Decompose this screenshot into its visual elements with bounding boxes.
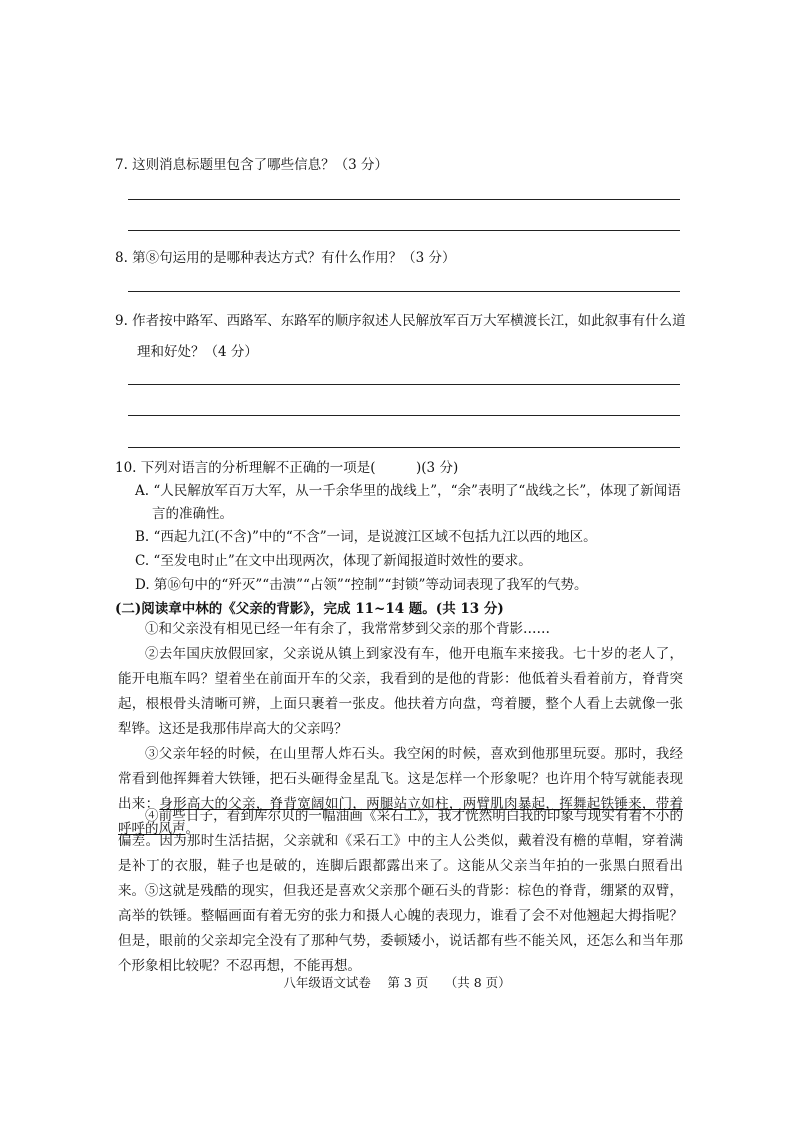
answer-line: [128, 384, 680, 385]
answer-line: [128, 447, 680, 448]
answer-line: [128, 230, 680, 231]
question-9-continued: 理和好处？（4 分）: [137, 344, 258, 360]
paragraph-1: ①和父亲没有相见已经一年有余了，我常常梦到父亲的那个背影……: [145, 621, 550, 637]
question-8: 8. 第⑧句运用的是哪种表达方式？有什么作用？（3 分）: [115, 250, 456, 266]
paragraph-4: ④前些日子，看到库尔贝的一幅油画《采石工》，我才恍然明白我的印象与现实有着不小的偏差。因为那时生活拮据，父亲就和《采石工》中的主人公类似，戴着没有檐的草帽，穿着满是补丁的衣服，鞋子也是破的，连脚后跟都露出来了。这能从父亲当年拍的一张黑白照看出来。: [118, 808, 683, 899]
paragraph-3-end: 。: [185, 821, 199, 837]
option-d: D. 第⑯句中的“歼灭”“击溃”“占领”“控制”“封锁”等动词表现了我军的气势。: [135, 577, 588, 593]
paragraph-5: ⑤这就是残酷的现实，但我还是喜欢父亲那个砸石头的背影：棕色的脊背，绷紧的双臂，高举的铁锤。整幅画面有着无穷的张力和摄人心魄的表现力，谁看了会不对他翘起大拇指呢？但是，眼前的父亲却完全没有了那种气势，委顿矮小，说话都有些不能关风，还怎么和当年那个形象相比较呢？不忍再想，不能再想。: [118, 883, 683, 974]
underlined-sentence: 身形高大的父亲，脊背宽阔如门，两腿站立如柱，两臂肌肉暴起，挥舞起铁锤来，带着呼呼的风声: [118, 796, 684, 837]
question-7: 7. 这则消息标题里包含了哪些信息？（3 分）: [115, 157, 389, 173]
answer-line: [128, 415, 680, 416]
option-c: C. “至发电时止”在文中出现两次，体现了新闻报道时效性的要求。: [135, 553, 532, 569]
section-title: (二)阅读章中林的《父亲的背影》，完成 11~14 题。(共 13 分): [115, 601, 504, 617]
question-10: 10. 下列对语言的分析理解不正确的一项是( )(3 分): [115, 460, 459, 476]
option-a-continued: 言的准确性。: [152, 506, 233, 522]
question-9: 9. 作者按中路军、西路军、东路军的顺序叙述人民解放军百万大军横渡长江，如此叙事有什么道: [115, 313, 686, 329]
paragraph-2: ②去年国庆放假回家，父亲说从镇上到家没有车，他开电瓶车来接我。七十岁的老人了，能开电瓶车吗？望着坐在前面开车的父亲，我看到的是他的背影：他低着头看着前方，脊背突起，根根骨头清晰可辨，上面只裹着一张皮。他扶着方向盘，弯着腰，整个人看上去就像一张犁铧。这还是我那伟岸高大的父亲吗？: [118, 646, 683, 737]
answer-line: [128, 291, 680, 292]
answer-line: [128, 199, 680, 200]
option-a: A. “人民解放军百万大军，从一千余华里的战线上”，“余”表明了“战线之长”，体现了新闻语: [135, 483, 681, 499]
page-footer: 八年级语文试卷 第 3 页 （共 8 页）: [283, 975, 511, 990]
option-b: B. “西起九江(不含)”中的“不含”一词，是说渡江区域不包括九江以西的地区。: [135, 529, 597, 545]
paragraph-3-text: ③父亲年轻的时候，在山里帮人炸石头。我空闲的时候，喜欢到他那里玩耍。那时，我经常看到他挥舞着大铁锤，把石头砸得金星乱飞。这是怎样一个形象呢？也许用个特写就能表现出来：: [118, 746, 683, 812]
